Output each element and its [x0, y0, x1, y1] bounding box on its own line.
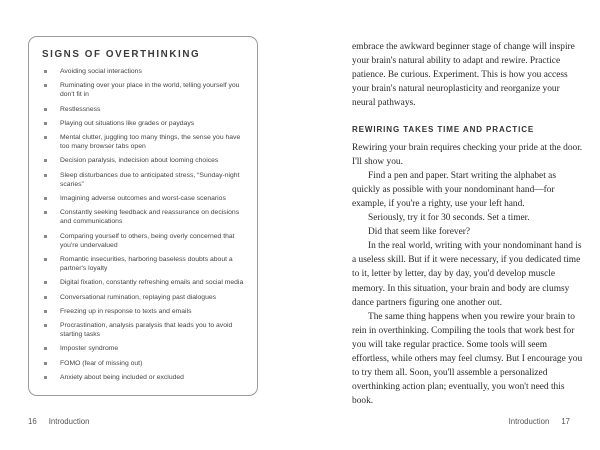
square-bullet-icon — [44, 122, 47, 125]
right-page-footer — [509, 417, 570, 426]
list-item: Restlessness — [41, 105, 245, 114]
right-page-number: 17 — [561, 417, 570, 426]
sidebar-title: SIGNS OF OVERTHINKING — [42, 49, 201, 60]
square-bullet-icon — [44, 84, 47, 87]
list-item: Ruminating over your place in the world, telling yourself you don't fit in — [41, 81, 245, 99]
left-page-number: 16 — [28, 417, 37, 426]
list-item: FOMO (fear of missing out) — [41, 359, 245, 368]
square-bullet-icon — [44, 296, 47, 299]
list-item: Imposter syndrome — [41, 344, 245, 353]
paragraph: Seriously, try it for 30 seconds. Set a timer. — [368, 213, 530, 224]
list-item: Comparing yourself to others, being overly concerned that you're undervalued — [41, 232, 245, 250]
square-bullet-icon — [44, 211, 47, 214]
square-bullet-icon — [44, 347, 47, 350]
paragraph: Rewiring your brain requires checking your pride at the door. I'll show you. — [352, 142, 583, 167]
left-section-label: Introduction — [48, 417, 90, 426]
signs-of-overthinking-box — [28, 36, 258, 396]
square-bullet-icon — [44, 108, 47, 111]
square-bullet-icon — [44, 258, 47, 261]
right-section-label: Introduction — [508, 417, 550, 426]
paragraph: The same thing happens when you rewire your brain to rein in overthinking. Compiling the tools that work best for you will take regular practice. Some tools will seem effortless, while others may feel clumsy. But I encourage you to try them all. Soon, you'll assemble a personalized overthinking action plan; eventually, you won't need this book. — [352, 311, 583, 407]
list-item: Romantic insecurities, harboring baseless doubts about a partner's loyalty — [41, 255, 245, 273]
list-item: Digital fixation, constantly refreshing emails and social media — [41, 278, 245, 287]
list-item: Playing out situations like grades or paydays — [41, 119, 245, 128]
square-bullet-icon — [44, 174, 47, 177]
square-bullet-icon — [44, 281, 47, 284]
list-item: Conversational rumination, replaying past dialogues — [41, 293, 245, 302]
list-item: Sleep disturbances due to anticipated stress, “Sunday-night scaries” — [41, 171, 245, 189]
paragraph: In the real world, writing with your nondominant hand is a useless skill. But if it were necessary, if you dedicated time to it, letter by letter, day by day, you'd develop muscle memory. In this situation, your brain and body are clumsy dance partners figuring one another out. — [352, 241, 582, 308]
left-page-footer — [28, 417, 89, 426]
list-item: Avoiding social interactions — [41, 67, 245, 76]
square-bullet-icon — [44, 362, 47, 365]
paragraph: Did that seem like forever? — [368, 227, 471, 238]
square-bullet-icon — [44, 324, 47, 327]
square-bullet-icon — [44, 159, 47, 162]
section-heading: REWIRING TAKES TIME AND PRACTICE — [352, 125, 535, 135]
square-bullet-icon — [44, 310, 47, 313]
square-bullet-icon — [44, 70, 47, 73]
square-bullet-icon — [44, 376, 47, 379]
list-item: Anxiety about being included or excluded — [41, 373, 245, 382]
list-item: Decision paralysis, indecision about looming choices — [41, 156, 245, 165]
signs-list — [41, 67, 245, 382]
square-bullet-icon — [44, 235, 47, 238]
intro-paragraph: embrace the awkward beginner stage of change will inspire your brain's natural ability to adapt and rewire. Practice patience. Be curious. Experiment. This is how you access your brain's natural neuroplasticity and reorganize your neural pathways. — [352, 42, 575, 109]
list-item: Imagining adverse outcomes and worst-case scenarios — [41, 194, 245, 203]
list-item: Mental clutter, juggling too many things, the sense you have too many browser tabs open — [41, 133, 245, 151]
square-bullet-icon — [44, 136, 47, 139]
body-text-column — [352, 40, 584, 408]
list-item: Freezing up in response to texts and emails — [41, 307, 245, 316]
square-bullet-icon — [44, 197, 47, 200]
paragraph: Find a pen and paper. Start writing the alphabet as quickly as possible with your nondominant hand—for example, if you're a righty, use your left hand. — [352, 170, 556, 209]
list-item: Procrastination, analysis paralysis that leads you to avoid starting tasks — [41, 321, 245, 339]
list-item: Constantly seeking feedback and reassurance on decisions and communications — [41, 208, 245, 226]
